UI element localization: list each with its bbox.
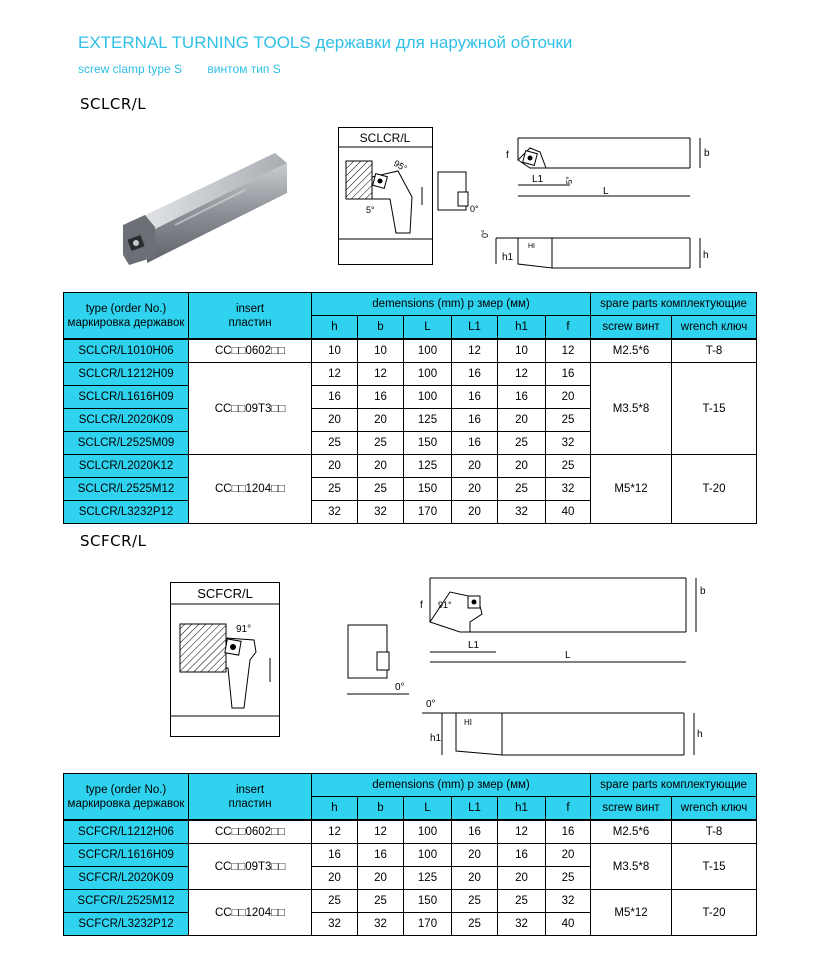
col-screw: screw винт — [591, 797, 672, 821]
table-row: SCFCR/L3232P12 32 32 170 25 32 40 — [64, 913, 757, 936]
svg-text:HI: HI — [528, 243, 535, 250]
svg-text:f: f — [420, 600, 423, 611]
table-row: SCLCR/L3232P12 32 32 170 20 32 40 — [64, 501, 757, 524]
tool-holder-photo — [115, 145, 295, 270]
subtitle-en: screw clamp type S — [78, 62, 183, 76]
section-title-scfcr: SCFCR/L — [80, 532, 147, 550]
scfcr-diagram-label: SCFCR/L — [197, 586, 253, 601]
col-spare-header: spare parts комплектующие — [591, 774, 757, 797]
svg-text:L: L — [565, 650, 571, 661]
svg-text:0°: 0° — [470, 204, 479, 214]
col-b: b — [358, 316, 404, 340]
svg-text:L1: L1 — [468, 640, 480, 651]
sclcr-top-view-drawing — [500, 130, 715, 210]
sclcr-angle-label: 95° — [392, 158, 409, 174]
svg-text:0°: 0° — [395, 682, 405, 693]
sclcr-insert-diagram — [338, 127, 433, 265]
table-row: SCLCR/L2020K12 CC□□1204□□ 20 20 125 20 20 25 M5*12 T-20 — [64, 455, 757, 478]
table-row: SCLCR/L2525M09 25 25 150 16 25 32 — [64, 432, 757, 455]
col-L1: L1 — [452, 797, 498, 821]
scfcr-insert-diagram — [170, 582, 280, 737]
col-L1: L1 — [452, 316, 498, 340]
svg-text:h: h — [697, 729, 703, 740]
col-L: L — [404, 797, 452, 821]
col-h1: h1 — [498, 797, 546, 821]
sclcr-spec-table — [63, 292, 757, 524]
scfcr-spec-table — [63, 773, 757, 936]
col-L: L — [404, 316, 452, 340]
subtitle-ru: винтом тип S — [207, 62, 281, 76]
svg-text:L: L — [603, 186, 609, 197]
svg-text:0°: 0° — [480, 229, 490, 238]
col-b: b — [358, 797, 404, 821]
table-row: SCLCR/L1616H09 16 16 100 16 16 20 — [64, 386, 757, 409]
scfcr-top-view-drawing — [410, 572, 710, 667]
svg-text:h1: h1 — [430, 733, 442, 744]
svg-text:0°: 0° — [426, 699, 436, 710]
col-h1: h1 — [498, 316, 546, 340]
col-wrench: wrench ключ — [672, 797, 757, 821]
table-row: SCFCR/L1616H09 CC□□09T3□□ 16 16 100 20 16 20 M3.5*8 T-15 — [64, 844, 757, 867]
table-row: SCLCR/L2020K09 20 20 125 16 20 25 — [64, 409, 757, 432]
scfcr-angle-label: 91° — [236, 624, 252, 635]
col-insert-header: insert пластин — [189, 293, 312, 340]
table-row: SCFCR/L2020K09 20 20 125 20 20 25 — [64, 867, 757, 890]
col-insert-header: insert пластин — [189, 774, 312, 821]
table-row: SCFCR/L2525M12 CC□□1204□□ 25 25 150 25 25 32 M5*12 T-20 — [64, 890, 757, 913]
col-h: h — [312, 797, 358, 821]
svg-text:HI: HI — [464, 718, 472, 727]
svg-text:b: b — [704, 148, 710, 159]
col-h: h — [312, 316, 358, 340]
table-row: SCLCR/L2525M12 25 25 150 20 25 32 — [64, 478, 757, 501]
table-row: SCLCR/L1010H06 CC□□0602□□ 10 10 100 12 10 12 M2.5*6 T-8 — [64, 339, 757, 363]
svg-text:h1: h1 — [502, 252, 514, 263]
col-dimensions-header: demensions (mm) р змер (мм) — [312, 293, 591, 316]
col-f: f — [546, 316, 591, 340]
svg-text:f: f — [506, 150, 509, 161]
sclcr-end-view — [436, 170, 484, 220]
svg-text:91°: 91° — [438, 600, 452, 610]
sclcr-5deg-label: 5° — [366, 205, 375, 215]
svg-text:b: b — [700, 586, 706, 597]
section-title-sclcr: SCLCR/L — [80, 95, 147, 113]
page-subtitle — [78, 62, 303, 76]
col-dimensions-header: demensions (mm) р змер (мм) — [312, 774, 591, 797]
col-screw: screw винт — [591, 316, 672, 340]
table-row: SCLCR/L1212H09 CC□□09T3□□ 12 12 100 16 12 16 M3.5*8 T-15 — [64, 363, 757, 386]
col-type-header: type (order No.) маркировка державок — [64, 774, 189, 821]
col-wrench: wrench ключ — [672, 316, 757, 340]
scfcr-side-view-drawing — [412, 695, 712, 765]
col-type-header: type (order No.) маркировка державок — [64, 293, 189, 340]
col-spare-header: spare parts комплектующие — [591, 293, 757, 316]
svg-text:h: h — [703, 250, 709, 261]
sclcr-diagram-label: SCLCR/L — [359, 131, 411, 145]
table-row: SCFCR/L1212H06 CC□□0602□□ 12 12 100 16 12 16 M2.5*6 T-8 — [64, 820, 757, 844]
col-f: f — [546, 797, 591, 821]
svg-text:5°: 5° — [565, 176, 574, 184]
svg-text:L1: L1 — [532, 174, 544, 185]
page-title: EXTERNAL TURNING TOOLS державки для наружной обточки — [78, 33, 573, 52]
sclcr-side-view-drawing — [482, 220, 717, 275]
scfcr-end-view — [345, 622, 415, 702]
